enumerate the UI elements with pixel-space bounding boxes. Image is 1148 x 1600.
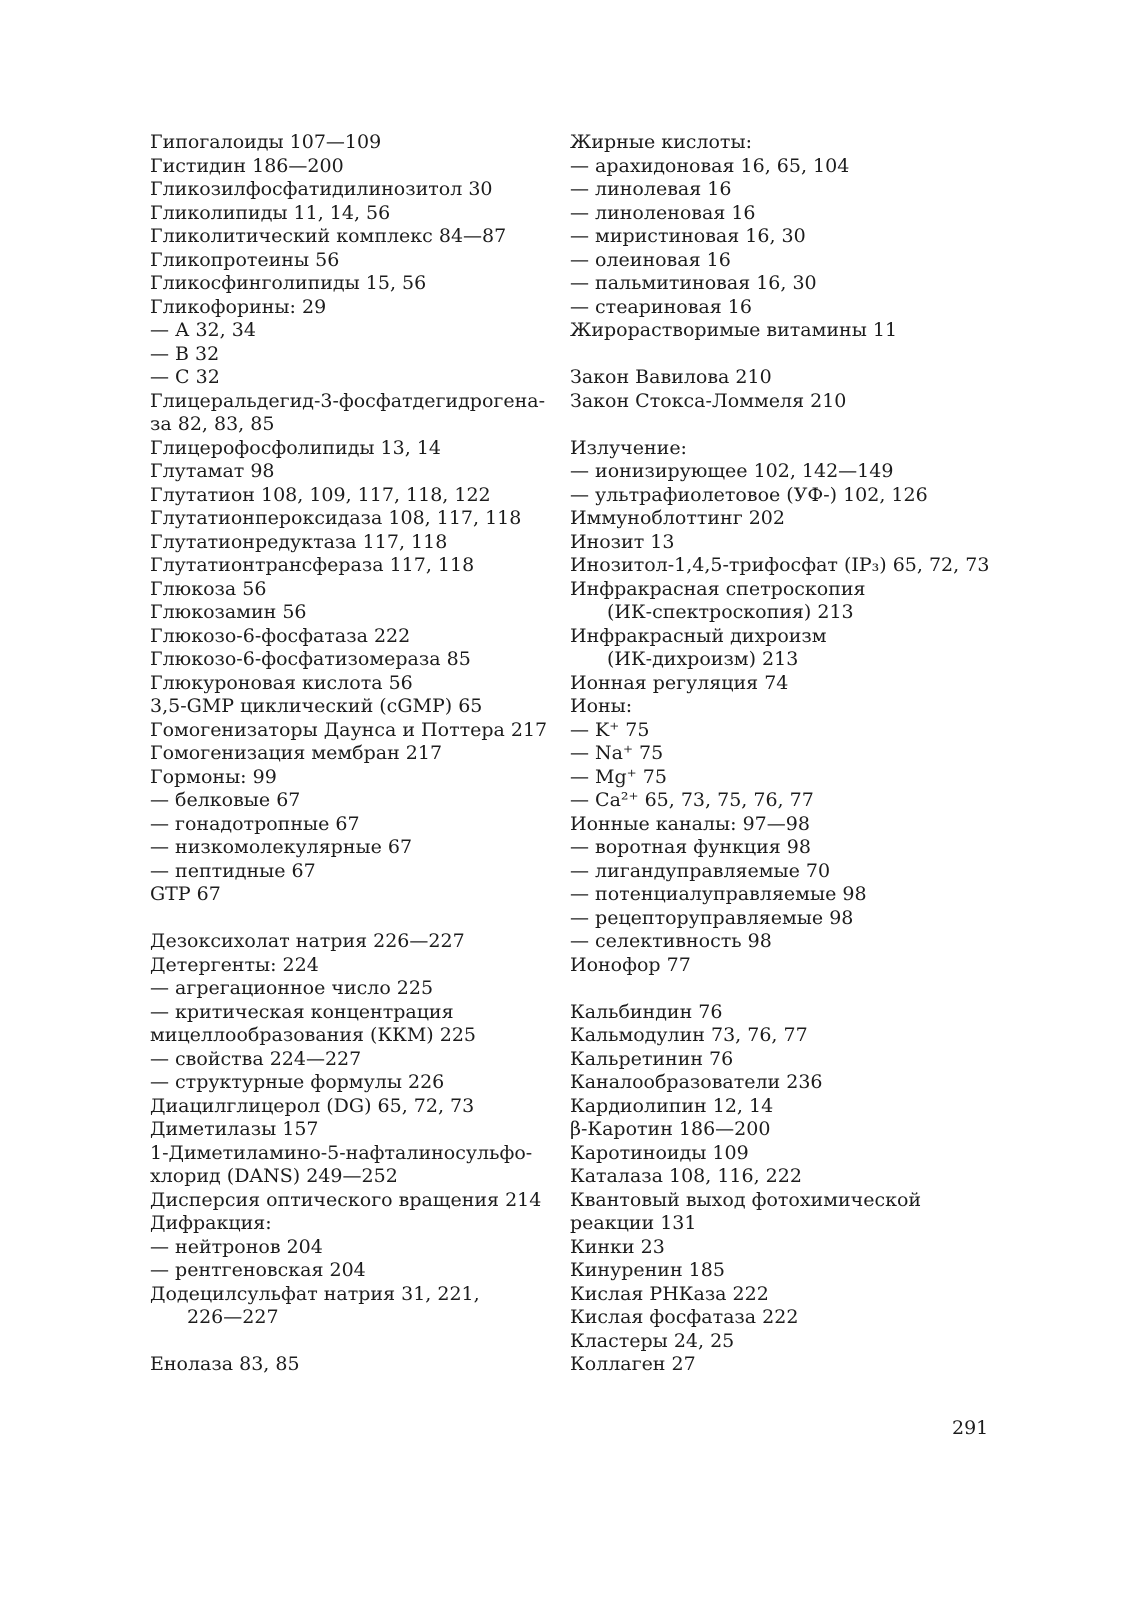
index-entry: Глюкозо-6-фосфатизомераза 85 <box>150 648 471 670</box>
blank-line <box>150 1330 550 1354</box>
index-entry: Гипогалоиды 107—109 <box>150 131 382 153</box>
index-entry: — олеиновая 16 <box>570 248 731 271</box>
index-entry: Гликопротеины 56 <box>150 248 340 271</box>
index-entry: Глутатионредуктаза 117, 118 <box>150 530 448 553</box>
index-entry: Глутатионтрансфераза 117, 118 <box>150 554 475 576</box>
index-column-right <box>570 131 990 1377</box>
index-entry: — критическая концентрация <box>150 1000 454 1023</box>
index-entry: Гомогенизаторы Даунса и Поттера 217 <box>150 718 548 741</box>
index-entry: Глутамат 98 <box>150 460 275 482</box>
index-entry: Ионофор 77 <box>570 953 691 976</box>
index-entry: GTP 67 <box>150 883 221 905</box>
index-entry: Гликолитический комплекс 84—87 <box>150 225 507 247</box>
index-entry: — пептидные 67 <box>150 859 316 882</box>
index-entry: Инфракрасный дихроизм <box>570 624 827 647</box>
index-entry: — арахидоновая 16, 65, 104 <box>570 154 850 177</box>
index-entry: — линолевая 16 <box>570 178 732 200</box>
blank-line <box>570 977 990 1001</box>
index-entry: — миристиновая 16, 30 <box>570 225 806 247</box>
index-entry: Ионные каналы: 97—98 <box>570 812 810 835</box>
index-entry: — лигандуправляемые 70 <box>570 859 831 882</box>
index-entry: — свойства 224—227 <box>150 1047 362 1070</box>
index-entry: Кинуренин 185 <box>570 1259 725 1281</box>
index-entry: Глицеральдегид-3-фосфатдегидрогена- <box>150 389 546 412</box>
index-entry: — низкомолекулярные 67 <box>150 836 413 858</box>
index-entry: — ультрафиолетовое (УФ-) 102, 126 <box>570 483 928 506</box>
index-entry: Гликолипиды 11, 14, 56 <box>150 201 391 224</box>
index-entry: — потенциалуправляемые 98 <box>570 883 867 905</box>
index-entry: Детергенты: 224 <box>150 953 319 976</box>
index-entry: — структурные формулы 226 <box>150 1071 445 1093</box>
index-entry: Гормоны: 99 <box>150 765 277 788</box>
index-entry: Каналообразователи 236 <box>570 1071 823 1093</box>
index-entry: — белковые 67 <box>150 789 301 811</box>
index-entry: Закон Вавилова 210 <box>570 366 772 388</box>
index-entry: Глюкоза 56 <box>150 577 267 600</box>
page-number: 291 <box>952 1417 989 1439</box>
index-entry: — Na⁺ 75 <box>570 742 664 764</box>
index-entry: — гонадотропные 67 <box>150 812 360 835</box>
index-entry: Дезоксихолат натрия 226—227 <box>150 930 465 952</box>
index-entry: Кислая РНКаза 222 <box>570 1282 769 1305</box>
index-entry: Глицерофосфолипиды 13, 14 <box>150 436 441 459</box>
index-entry: Кластеры 24, 25 <box>570 1329 735 1352</box>
index-entry: мицеллообразования (ККМ) 225 <box>150 1024 477 1046</box>
index-entry: — воротная функция 98 <box>570 836 811 858</box>
index-entry: — стеариновая 16 <box>570 295 752 318</box>
index-entry: Коллаген 27 <box>570 1353 696 1375</box>
index-entry: Излучение: <box>570 436 687 459</box>
index-entry: 1-Диметиламино-5-нафталиносульфо- <box>150 1141 533 1164</box>
index-entry: β-Каротин 186—200 <box>570 1118 771 1140</box>
index-entry: — K⁺ 75 <box>570 718 650 741</box>
index-entry: Иммуноблоттинг 202 <box>570 507 785 529</box>
index-entry: (ИК-спектроскопия) 213 <box>607 601 854 623</box>
index-entry: Додецилсульфат натрия 31, 221, <box>150 1282 480 1305</box>
index-entry: — А 32, 34 <box>150 319 256 341</box>
index-entry: Глутатион 108, 109, 117, 118, 122 <box>150 483 491 506</box>
index-entry: Гомогенизация мембран 217 <box>150 742 443 764</box>
index-entry: — пальмитиновая 16, 30 <box>570 272 817 294</box>
index-entry: за 82, 83, 85 <box>150 413 275 435</box>
index-entry: Дифракция: <box>150 1212 272 1234</box>
index-entry: Глюкозо-6-фосфатаза 222 <box>150 624 411 647</box>
index-entry: — нейтронов 204 <box>150 1235 323 1258</box>
index-entry: Гистидин 186—200 <box>150 154 344 177</box>
index-entry: — Ca²⁺ 65, 73, 75, 76, 77 <box>570 789 814 811</box>
index-entry: — В 32 <box>150 342 220 365</box>
index-entry: — рентгеновская 204 <box>150 1259 366 1281</box>
index-entry: Инфракрасная спетроскопия <box>570 577 866 600</box>
index-entry: (ИК-дихроизм) 213 <box>607 648 799 670</box>
index-entry: Диметилазы 157 <box>150 1118 319 1140</box>
index-entry: Каталаза 108, 116, 222 <box>570 1165 802 1187</box>
index-entry: Кальбиндин 76 <box>570 1000 723 1023</box>
index-entry: Диацилглицерол (DG) 65, 72, 73 <box>150 1094 475 1117</box>
index-entry: хлорид (DANS) 249—252 <box>150 1165 398 1187</box>
index-entry: реакции 131 <box>570 1212 697 1234</box>
index-entry: Енолаза 83, 85 <box>150 1353 300 1375</box>
index-entry: — селективность 98 <box>570 930 772 952</box>
blank-line <box>570 413 990 437</box>
index-entry: Кислая фосфатаза 222 <box>570 1306 799 1328</box>
index-entry: Инозитол-1,4,5-трифосфат (IP₃) 65, 72, 73 <box>570 554 990 576</box>
index-entry: Гликозилфосфатидилинозитол 30 <box>150 178 493 200</box>
index-entry: 226—227 <box>187 1306 279 1328</box>
index-entry: Гликофорины: 29 <box>150 295 327 318</box>
index-entry: Жирорастворимые витамины 11 <box>570 319 898 341</box>
index-entry: — Mg⁺ 75 <box>570 765 667 788</box>
index-entry: — ионизирующее 102, 142—149 <box>570 460 894 482</box>
index-entry: Инозит 13 <box>570 530 675 553</box>
index-entry: Глюкуроновая кислота 56 <box>150 671 413 694</box>
index-entry: Каротиноиды 109 <box>570 1141 749 1164</box>
index-entry: Закон Стокса-Ломмеля 210 <box>570 389 847 412</box>
index-entry: Гликосфинголипиды 15, 56 <box>150 272 427 294</box>
index-entry: Ионы: <box>570 695 633 717</box>
blank-line <box>150 907 550 931</box>
index-entry: Кардиолипин 12, 14 <box>570 1094 774 1117</box>
index-entry: Глутатионпероксидаза 108, 117, 118 <box>150 507 522 529</box>
index-entry: Кальретинин 76 <box>570 1047 734 1070</box>
index-column-left <box>150 131 550 1377</box>
index-entry: Глюкозамин 56 <box>150 601 307 623</box>
index-entry: Кинки 23 <box>570 1235 665 1258</box>
index-entry: Кальмодулин 73, 76, 77 <box>570 1024 808 1046</box>
index-entry: Ионная регуляция 74 <box>570 671 789 694</box>
blank-line <box>570 343 990 367</box>
index-entry: Квантовый выход фотохимической <box>570 1188 922 1211</box>
index-entry: — С 32 <box>150 366 220 388</box>
index-entry: — линоленовая 16 <box>570 201 756 224</box>
index-entry: Жирные кислоты: <box>570 131 752 153</box>
index-entry: 3,5-GMP циклический (cGMP) 65 <box>150 695 483 717</box>
index-entry: — агрегационное число 225 <box>150 977 434 999</box>
index-entry: Дисперсия оптического вращения 214 <box>150 1188 542 1211</box>
index-entry: — рецепторуправляемые 98 <box>570 906 854 929</box>
